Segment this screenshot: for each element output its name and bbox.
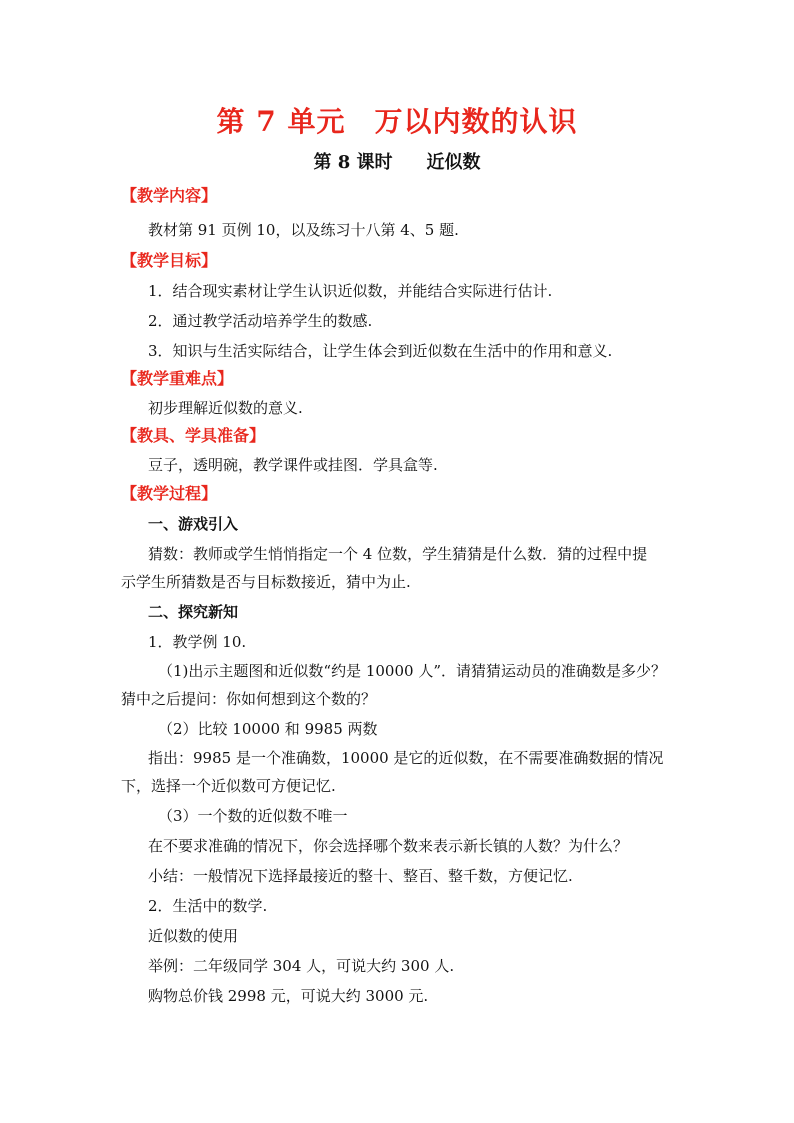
process-step2-1: 近似数的使用 <box>148 927 239 945</box>
process-step1-3: （3）一个数的近似数不唯一 <box>158 807 348 825</box>
process-step2-2: 举例：二年级同学 304 人，可说大约 300 人. <box>148 957 455 975</box>
key-points-text: 初步理解近似数的意义. <box>148 399 303 417</box>
process-step1-2b: 下，选择一个近似数可方便记忆. <box>121 777 336 795</box>
goal-item-2: 2．通过教学活动培养学生的数感. <box>148 312 373 330</box>
heading-materials: 【教具、学具准备】 <box>121 426 266 445</box>
heading-process: 【教学过程】 <box>121 484 218 503</box>
goal-item-1: 1．结合现实素材让学生认识近似数，并能结合实际进行估计. <box>148 282 553 300</box>
process-step2-3: 购物总价钱 2998 元，可说大约 3000 元. <box>148 987 429 1005</box>
heading-goals: 【教学目标】 <box>121 251 218 270</box>
process-step1-1b: 猜中之后提问：你如何想到这个数的？ <box>121 690 377 708</box>
lesson-number: 第 8 课时 <box>313 152 393 173</box>
process-step1-1a: （1)出示主题图和近似数“约是 10000 人”．请猜猜运动员的准确数是多少？ <box>158 662 666 680</box>
process-part2-title: 二、探究新知 <box>148 603 239 621</box>
process-step1-3b: 小结：一般情况下选择最接近的整十、整百、整千数，方便记忆. <box>148 867 573 885</box>
heading-content: 【教学内容】 <box>121 186 218 205</box>
unit-title: 第 7 单元 万以内数的认识 <box>216 105 578 138</box>
content-text: 教材第 91 页例 10，以及练习十八第 4、5 题. <box>148 221 459 239</box>
heading-key-points: 【教学重难点】 <box>121 369 234 388</box>
lesson-topic: 近似数 <box>426 152 481 173</box>
process-step1-2: （2）比较 10000 和 9985 两数 <box>158 720 378 738</box>
process-part1-text-2: 示学生所猜数是否与目标数接近，猜中为止. <box>121 573 411 591</box>
process-part1-text-1: 猜数：教师或学生悄悄指定一个 4 位数，学生猜猜是什么数．猜的过程中提 <box>148 545 648 563</box>
process-step1-3a: 在不要求准确的情况下，你会选择哪个数来表示新长镇的人数？为什么？ <box>148 837 629 855</box>
goal-item-3: 3．知识与生活实际结合，让学生体会到近似数在生活中的作用和意义. <box>148 342 613 360</box>
lesson-subtitle <box>0 148 794 174</box>
materials-text: 豆子，透明碗，教学课件或挂图．学具盒等. <box>148 456 438 474</box>
process-part1-title: 一、游戏引入 <box>148 515 239 533</box>
process-step1: 1．教学例 10. <box>148 633 247 651</box>
process-step2: 2．生活中的数学. <box>148 897 268 915</box>
process-step1-2a: 指出：9985 是一个准确数，10000 是它的近似数，在不需要准确数据的情况 <box>148 749 664 767</box>
